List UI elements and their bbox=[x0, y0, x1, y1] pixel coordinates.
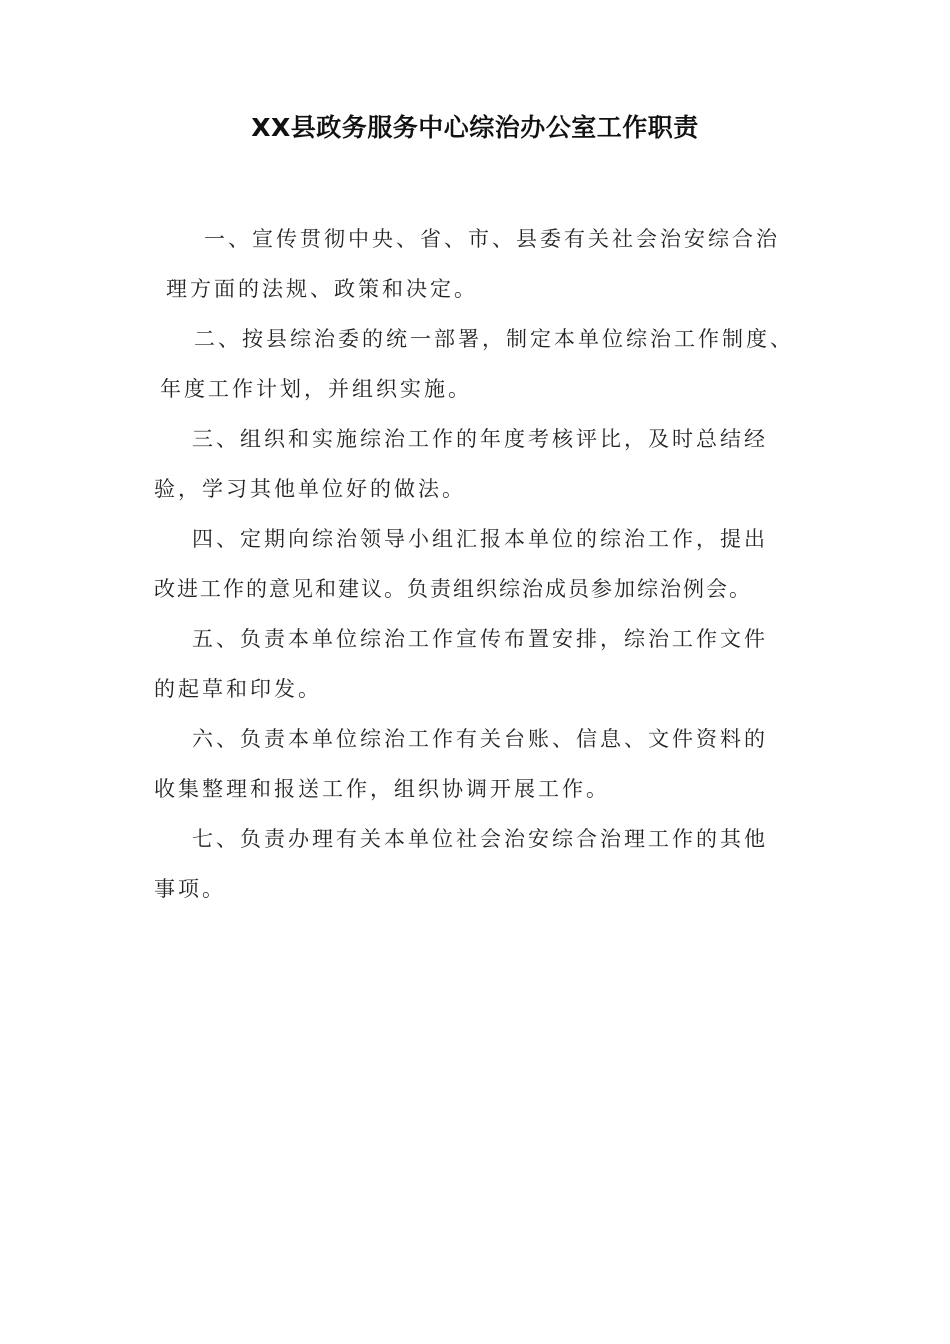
document-body bbox=[154, 214, 810, 914]
paragraph-line: 一、宣传贯彻中央、省、市、县委有关社会治安综合治 bbox=[204, 227, 780, 251]
paragraph-line: 二、按县综治委的统一部署，制定本单位综治工作制度、 bbox=[194, 327, 794, 351]
paragraph-line: 七、负责办理有关本单位社会治安综合治理工作的其他 bbox=[192, 827, 768, 851]
paragraph-5 bbox=[154, 614, 810, 714]
paragraph-line: 理方面的法规、政策和决定。 bbox=[166, 277, 478, 301]
paragraph-line: 收集整理和报送工作，组织协调开展工作。 bbox=[154, 777, 610, 801]
paragraph-line: 的起草和印发。 bbox=[154, 677, 322, 701]
paragraph-6 bbox=[154, 714, 810, 814]
paragraph-4 bbox=[154, 514, 810, 614]
paragraph-line: 三、组织和实施综治工作的年度考核评比，及时总结经 bbox=[192, 427, 768, 451]
paragraph-7 bbox=[154, 814, 810, 914]
paragraph-line: 四、定期向综治领导小组汇报本单位的综治工作，提出 bbox=[192, 527, 768, 551]
paragraph-line: 事项。 bbox=[154, 877, 226, 901]
paragraph-1 bbox=[154, 214, 810, 314]
paragraph-line: 验，学习其他单位好的做法。 bbox=[154, 477, 466, 501]
paragraph-3 bbox=[154, 414, 810, 514]
paragraph-2 bbox=[154, 314, 810, 414]
document-title: XX县政务服务中心综治办公室工作职责 bbox=[251, 113, 699, 142]
paragraph-line: 年度工作计划，并组织实施。 bbox=[160, 377, 472, 401]
paragraph-line: 五、负责本单位综治工作宣传布置安排，综治工作文件 bbox=[192, 627, 768, 651]
paragraph-line: 六、负责本单位综治工作有关台账、信息、文件资料的 bbox=[192, 727, 768, 751]
paragraph-line: 改进工作的意见和建议。负责组织综治成员参加综治例会。 bbox=[154, 577, 752, 601]
